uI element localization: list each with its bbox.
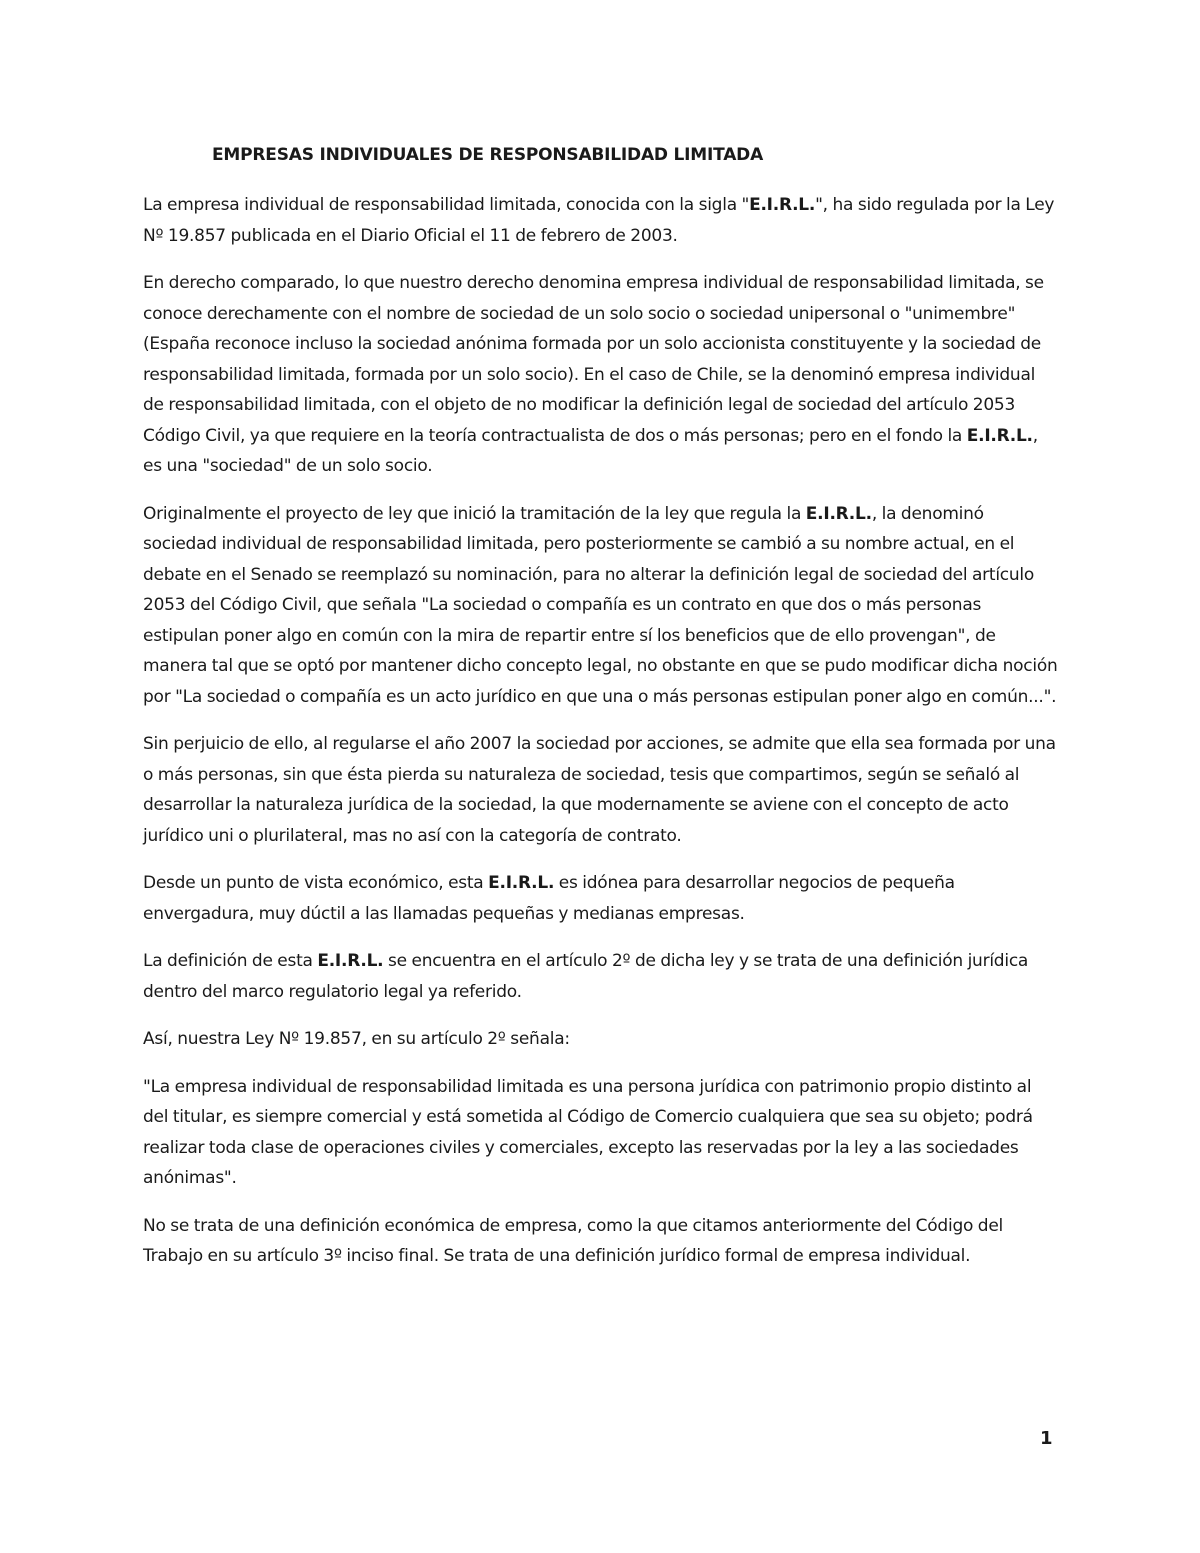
page-number: 1 — [1040, 1428, 1053, 1449]
paragraph-1-text-a: La empresa individual de responsabilidad limitada, conocida con la sigla " — [143, 195, 750, 215]
paragraph-8-quote: "La empresa individual de responsabilidad limitada es una persona jurídica con patrimonio propio distinto al del titular, es siempre comercial y está sometida al Código de Comercio cualquiera que sea su objeto; podrá realizar toda clase de operaciones civiles y comerciales, excepto las reservadas por la ley a las sociedades anónimas". — [143, 1076, 1033, 1188]
eirl-acronym: E.I.R.L. — [317, 951, 384, 971]
paragraph-9: No se trata de una definición económica de empresa, como la que citamos anteriormente del Código del Trabajo en su artículo 3º inciso final. Se trata de una definición jurídico formal de empresa individual. — [143, 1215, 1004, 1266]
paragraph-3-text-a: Originalmente el proyecto de ley que inició la tramitación de la ley que regula la — [143, 503, 806, 524]
eirl-acronym: E.I.R.L. — [805, 503, 872, 524]
paragraph-3 — [143, 499, 1058, 713]
paragraph-5 — [143, 868, 1058, 929]
paragraph-2-text-a: En derecho comparado, lo que nuestro derecho denomina empresa individual de responsabilidad limitada, se conoce derechamente con el nombre de sociedad de un solo socio o sociedad unipersonal o "unimembre" (España reconoce incluso la sociedad anónima formada por un solo accionista constituyente y la sociedad de responsabilidad limitada, formada por un solo socio). En el caso de Chile, se la denominó empresa individual de responsabilidad limitada, con el objeto de no modificar la definición legal de sociedad del artículo 2053 Código Civil, ya que requiere en la teoría contractualista de dos o más personas; pero en el fondo la — [143, 273, 1044, 446]
paragraph-2 — [143, 268, 1058, 482]
paragraph-6-text-a: La definición de esta — [143, 951, 318, 971]
eirl-acronym: E.I.R.L. — [749, 195, 816, 215]
document-title: EMPRESAS INDIVIDUALES DE RESPONSABILIDAD LIMITADA — [212, 145, 764, 165]
paragraph-6-text-c: se encuentra en el artículo 2º de dicha ley y se trata de una definición jurídica dentro del marco regulatorio legal ya referido. — [143, 951, 1029, 1002]
paragraph-7: Así, nuestra Ley Nº 19.857, en su artículo 2º señala: — [143, 1029, 570, 1049]
paragraph-3-text-c: , la denominó sociedad individual de responsabilidad limitada, pero posteriormente se cambió a su nombre actual, en el debate en el Senado se reemplazó su nominación, para no alterar la definición legal de sociedad del artículo 2053 del Código Civil, que señala "La sociedad o compañía es un contrato en que dos o más personas estipulan poner algo en común con la mira de repartir entre sí los beneficios que de ello provengan", de manera tal que se optó por mantener dicho concepto legal, no obstante en que se pudo modificar dicha noción por "La sociedad o compañía es un acto jurídico en que una o más personas estipulan poner algo en común...". — [143, 503, 1058, 707]
paragraph-5-text-c: es idónea para desarrollar negocios de pequeña envergadura, muy dúctil a las llamadas pequeñas y medianas empresas. — [143, 873, 955, 924]
eirl-acronym: E.I.R.L. — [966, 425, 1033, 446]
eirl-acronym: E.I.R.L. — [488, 873, 555, 893]
paragraph-5-text-a: Desde un punto de vista económico, esta — [143, 873, 489, 893]
paragraph-2-text-c: , es una "sociedad" de un solo socio. — [143, 425, 1038, 476]
paragraph-4: Sin perjuicio de ello, al regularse el año 2007 la sociedad por acciones, se admite que ella sea formada por una o más personas, sin que ésta pierda su naturaleza de sociedad, tesis que compartimos, según se señaló al desarrollar la naturaleza jurídica de la sociedad, la que modernamente se aviene con el concepto de acto jurídico uni o plurilateral, mas no así con la categoría de contrato. — [143, 734, 1056, 846]
paragraph-1-text-c: ", ha sido regulada por la Ley Nº 19.857 publicada en el Diario Oficial el 11 de febrero de 2003. — [143, 195, 1055, 246]
paragraph-6 — [143, 946, 1058, 1007]
paragraph-1 — [143, 190, 1058, 251]
document-body — [143, 140, 1058, 1289]
